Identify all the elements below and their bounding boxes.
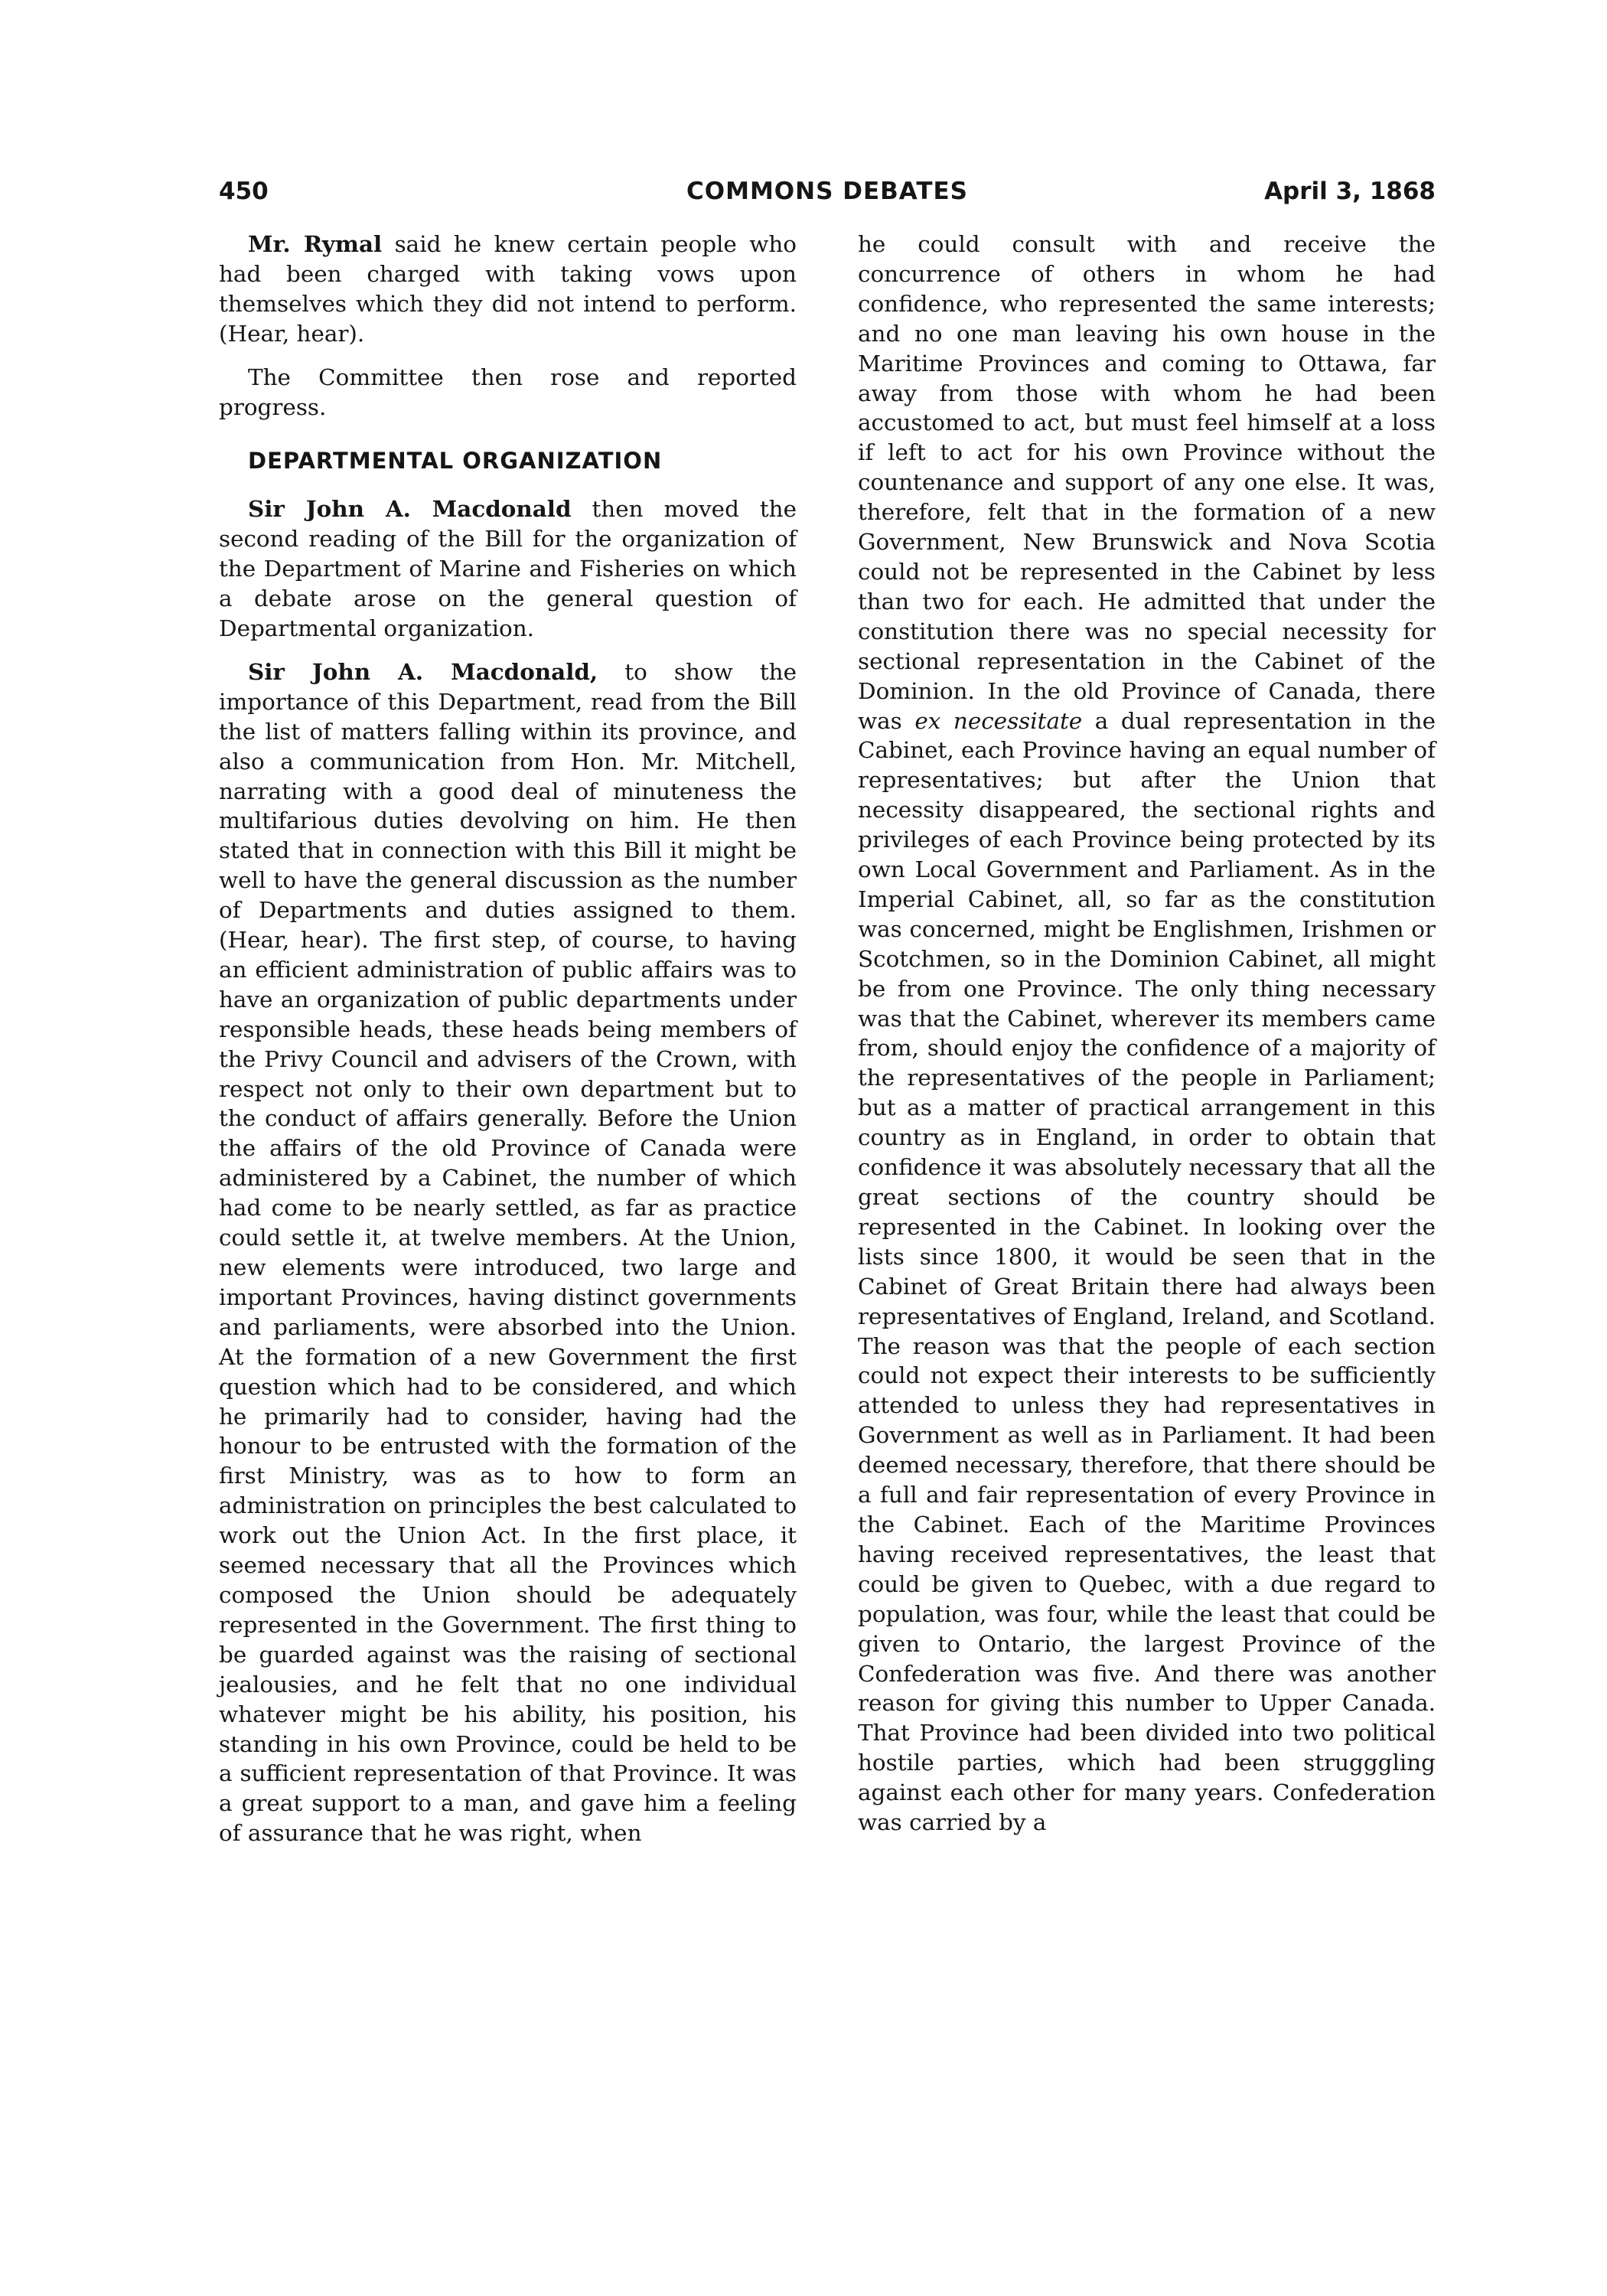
paragraph-text: a dual representation in the Cabinet, each Province having an equal number of representatives; but after the Union that necessity disappeared, the sectional rights and privileges of each Province being protected by its own Local Government and Parliament. As in the Imperial Cabinet, all, so far as the constitution was concerned, might be Englishmen, Irishmen or Scotchmen, so in the Dominion Cabinet, all might be from one Province. The only thing necessary was that the Cabinet, wherever its members came from, should enjoy the confidence of a majority of the representatives of the people in Parliament; but as a matter of practical arrangement in this country as in England, in order to obtain that confidence it was absolutely necessary that all the great sections of the country should be represented in the Cabinet. In looking over the lists since 1800, it would be seen that in the Cabinet of Great Britain there had always been representatives of England, Ireland, and Scotland. The reason was that the people of each section could not expect their interests to be sufficiently attended to unless they had representatives in Government as well as in Parliament. It had been deemed necessary, therefore, that there should be a full and fair representation of every Province in the Cabinet. Each of the Maritime Provinces having received representatives, the least that could be given to Quebec, with a due regard to population, was four, while the least that could be given to Ontario, the largest Province of the Confederation was five. And there was another reason for giving this number to Upper Canada. That Province had been divided into two political hostile parties, which had been strugggling against each other for many years. Confederation was carried by a [858, 707, 1436, 1836]
issue-date: April 3, 1868 [1264, 178, 1436, 205]
paragraph-text: he could consult with and receive the concurrence of others in whom he had confidence, who represented the same interests; and no one man leaving his own house in the Maritime Provinces and coming to Ottawa, far away from those with whom he had been accustomed to act, but must feel himself at a loss if left to act for his own Province without the countenance and support of any one else. It was, therefore, felt that in the formation of a new Government, New Brunswick and Nova Scotia could not be represented in the Cabinet by less than two for each. He admitted that under the constitution there was no special necessity for sectional representation in the Cabinet of the Dominion. In the old Province of Canada, there was [858, 231, 1436, 734]
paragraph-second-reading [219, 494, 797, 644]
running-header [219, 178, 1436, 214]
paragraph-speech-continued [858, 230, 1436, 1838]
paragraph-text: then moved the second reading of the Bill for the organization of the Department of Marine and Fisheries on which a debate arose on the general question of Departmental organization. [219, 496, 797, 641]
paragraph-text: said he knew certain people who had been charged with taking vows upon themselves which they did not intend to perform. (Hear, hear). [219, 231, 797, 347]
left-column [219, 230, 797, 1862]
paragraph-committee: The Committee then rose and reported progress. [219, 364, 797, 420]
speaker-name: Mr. Rymal [248, 230, 383, 257]
paragraph-text: to show the importance of this Department, read from the Bill the list of matters falling within its province, and also a communication from Hon. Mr. Mitchell, narrating with a good deal of minuteness the multifarious duties devolving on him. He then stated that in connection with this Bill it might be well to have the general discussion as the number of Departments and duties assigned to them. (Hear, hear). The first step, of course, to having an efficient administration of public affairs was to have an organization of public departments under responsible heads, these heads being members of the Privy Council and advisers of the Crown, with respect not only to their own department but to the conduct of affairs generally. Before the Union the affairs of the old Province of Canada were administered by a Cabinet, the number of which had come to be nearly settled, as far as practice could settle it, at twelve members. At the Union, new elements were introduced, two large and important Provinces, having distinct governments and parliaments, were absorbed into the Union. At the formation of a new Government the first question which had to be considered, and which he primarily had to consider, having had the honour to be entrusted with the formation of the first Ministry, was as to how to form an administration on principles the best calculated to work out the Union Act. In the first place, it seemed necessary that all the Provinces which composed the Union should be adequately represented in the Government. The first thing to be guarded against was the raising of sectional jealousies, and he felt that no one individual whatever might be his ability, his position, his standing in his own Province, could be held to be a sufficient representation of that Province. It was a great support to a man, and gave him a feeling of assurance that he was right, when [219, 658, 797, 1847]
paragraph-macdonald-speech [219, 657, 797, 1848]
section-heading: DEPARTMENTAL ORGANIZATION [248, 448, 663, 475]
journal-title: COMMONS DEBATES [686, 178, 968, 205]
right-column [858, 230, 1436, 1851]
paragraph-rymal [219, 230, 797, 349]
page-number: 450 [219, 178, 269, 205]
speaker-name: Sir John A. Macdonald [248, 495, 572, 523]
latin-phrase: ex necessitate [914, 707, 1083, 734]
speaker-name: Sir John A. Macdonald, [248, 657, 598, 685]
